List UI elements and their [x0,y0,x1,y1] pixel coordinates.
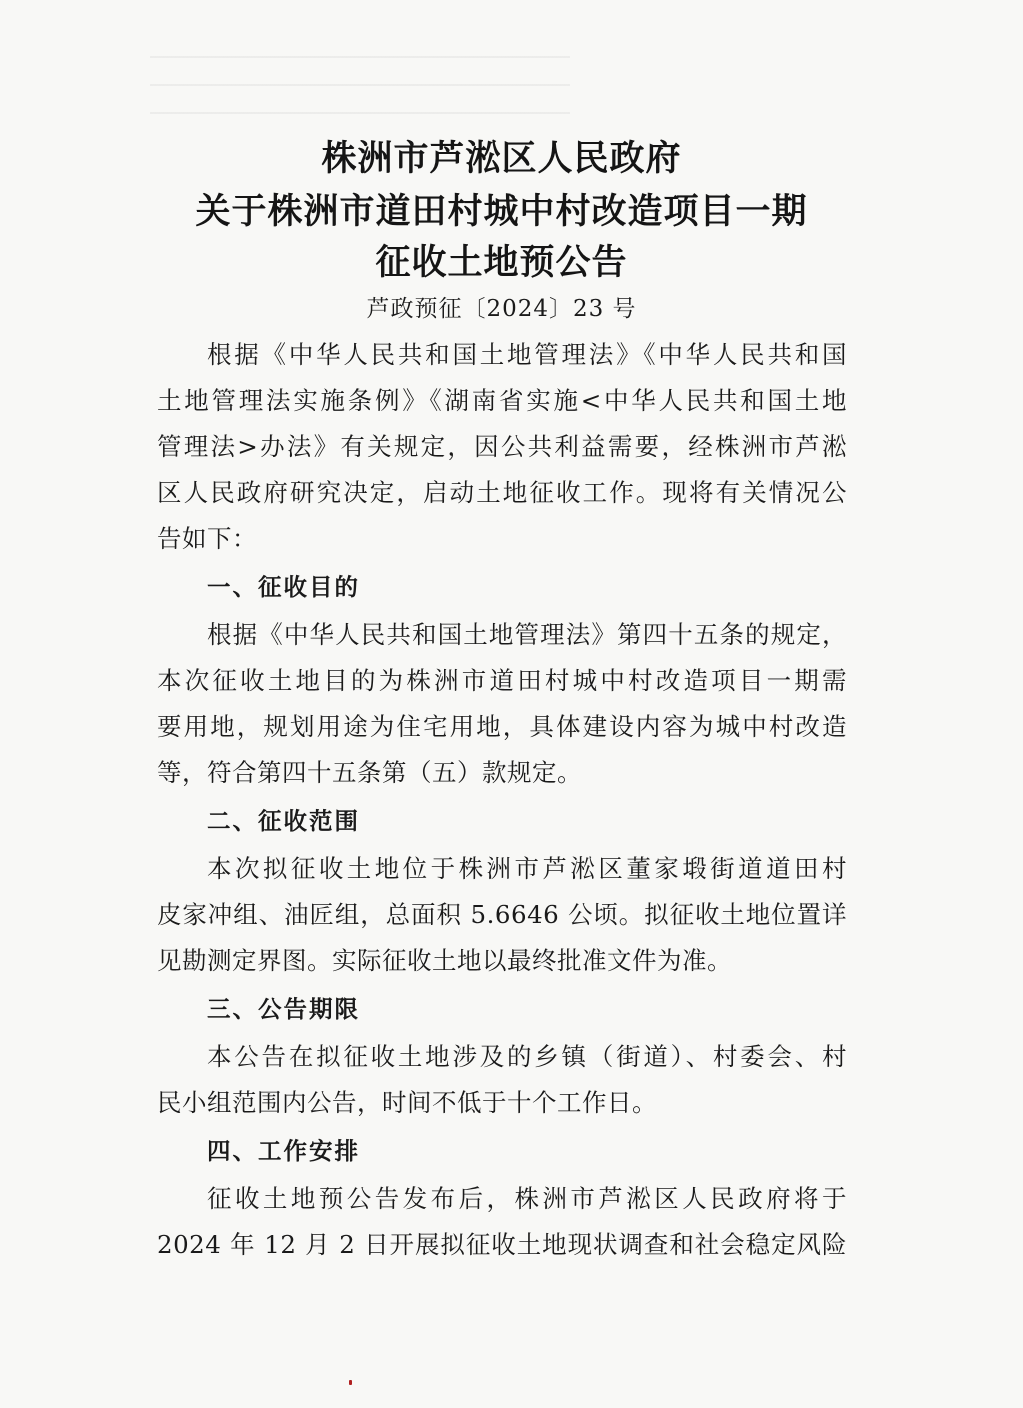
section1-line: 根据《中华人民共和国土地管理法》第四十五条的规定， [207,620,847,649]
section3-line: 民小组范围内公告，时间不低于十个工作日。 [157,1088,657,1117]
title-line-2: 关于株洲市道田村城中村改造项目一期 [195,191,808,232]
section2-line: 皮家冲组、油匠组，总面积 5.6646 公顷。拟征收土地位置详 [157,900,847,929]
title-line-1: 株洲市芦淞区人民政府 [321,138,682,179]
section-heading-scope: 二、征收范围 [207,807,360,835]
section-heading-arrangement: 四、工作安排 [207,1137,360,1165]
section3-line: 本公告在拟征收土地涉及的乡镇（街道）、村委会、村 [207,1042,847,1071]
intro-line: 管理法>办法》有关规定，因公共利益需要，经株洲市芦淞 [157,432,847,461]
section4-line: 2024 年 12 月 2 日开展拟征收土地现状调查和社会稳定风险 [157,1230,847,1259]
intro-line: 告如下： [157,524,257,553]
section1-line: 本次征收土地目的为株洲市道田村城中村改造项目一期需 [157,666,847,695]
intro-line: 区人民政府研究决定，启动土地征收工作。现将有关情况公 [157,478,847,507]
section2-line: 本次拟征收土地位于株洲市芦淞区董家塅街道道田村 [207,854,847,883]
section1-line: 等，符合第四十五条第（五）款规定。 [157,758,582,787]
bleed-through-text [150,30,570,130]
intro-line: 土地管理法实施条例》《湖南省实施<中华人民共和国土地 [157,386,847,415]
section1-line: 要用地，规划用途为住宅用地，具体建设内容为城中村改造 [157,712,847,741]
section-heading-purpose: 一、征收目的 [207,573,360,601]
section-heading-period: 三、公告期限 [207,995,360,1023]
intro-line: 根据《中华人民共和国土地管理法》《中华人民共和国 [207,340,847,369]
section4-line: 征收土地预公告发布后，株洲市芦淞区人民政府将于 [207,1184,847,1213]
title-line-3: 征收土地预公告 [375,242,628,283]
section2-line: 见勘测定界图。实际征收土地以最终批准文件为准。 [157,946,732,975]
ink-mark [349,1380,352,1385]
document-number: 芦政预征〔2024〕23 号 [366,296,637,322]
